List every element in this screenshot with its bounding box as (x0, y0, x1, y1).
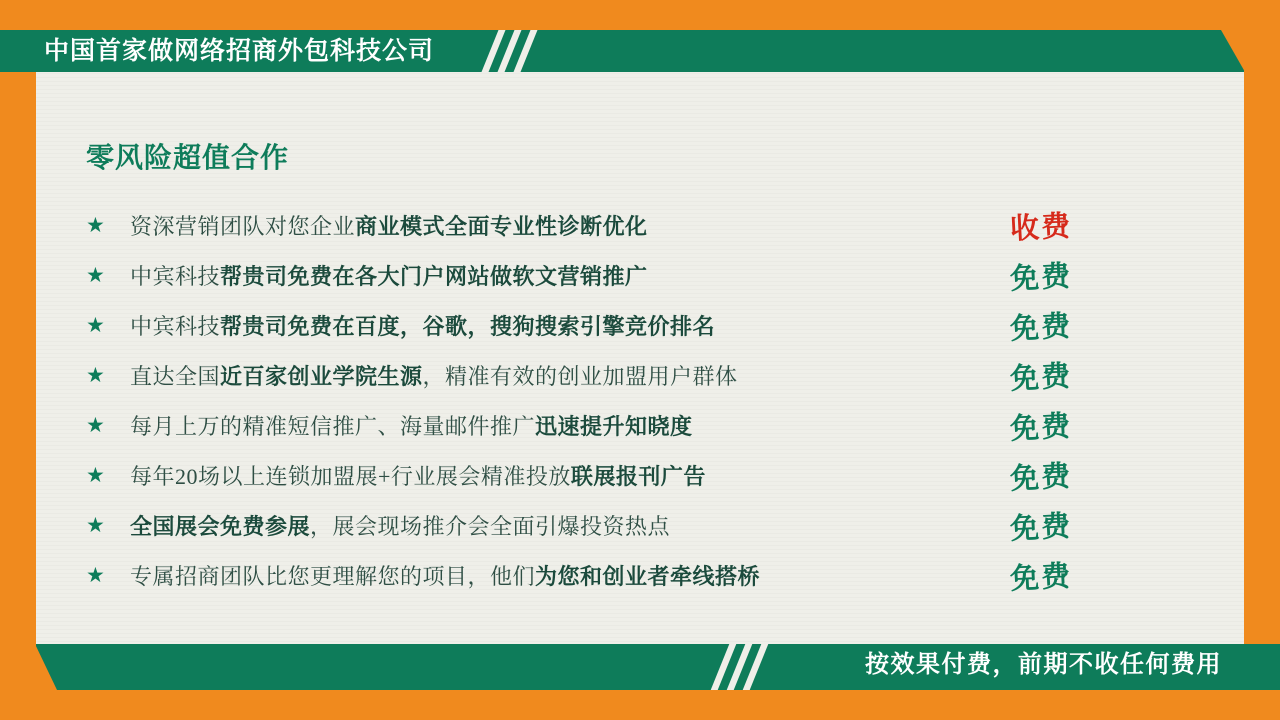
price-badge: 免费 (1009, 259, 1073, 296)
star-icon: ★ (86, 413, 105, 437)
list-item (86, 350, 1096, 400)
price-badge: 免费 (1009, 459, 1073, 496)
list-item (86, 500, 1096, 550)
list-item-text: 专属招商团队比您更理解您的项目，他们为您和创业者牵线搭桥 (130, 563, 761, 589)
header-notch (1221, 30, 1245, 72)
section-title: 零风险超值合作 (86, 142, 290, 173)
list-item (86, 450, 1096, 500)
list-item-text: 每年20场以上连锁加盟展+行业展会精准投放联展报刊广告 (130, 463, 706, 489)
star-icon: ★ (86, 563, 105, 587)
list-item (86, 550, 1096, 600)
price-badge: 免费 (1009, 409, 1073, 446)
price-badge: 免费 (1009, 509, 1073, 546)
list-item (86, 250, 1096, 300)
footer-notch (35, 644, 57, 690)
star-icon: ★ (86, 463, 105, 487)
star-icon: ★ (86, 313, 105, 337)
star-icon: ★ (86, 263, 105, 287)
footer-slash-decoration (716, 644, 796, 690)
benefit-list (86, 200, 1096, 600)
list-item (86, 400, 1096, 450)
star-icon: ★ (86, 363, 105, 387)
price-badge: 免费 (1009, 309, 1073, 346)
price-badge: 免费 (1009, 559, 1073, 596)
list-item-text: 资深营销团队对您企业商业模式全面专业性诊断优化 (130, 213, 648, 239)
list-item-text: 直达全国近百家创业学院生源，精准有效的创业加盟用户群体 (130, 363, 738, 389)
star-icon: ★ (86, 513, 105, 537)
list-item-text: 中宾科技帮贵司免费在各大门户网站做软文营销推广 (130, 263, 648, 289)
list-item (86, 300, 1096, 350)
header-slash-decoration (486, 30, 556, 72)
price-badge: 免费 (1009, 359, 1073, 396)
header-title: 中国首家做网络招商外包科技公司 (44, 37, 435, 65)
list-item-text: 中宾科技帮贵司免费在百度，谷歌，搜狗搜索引擎竞价排名 (130, 313, 716, 339)
footer-text: 按效果付费，前期不收任何费用 (865, 651, 1222, 678)
list-item-text: 每月上万的精准短信推广、海量邮件推广迅速提升知晓度 (130, 413, 693, 439)
list-item-text: 全国展会免费参展，展会现场推介会全面引爆投资热点 (130, 513, 671, 539)
list-item (86, 200, 1096, 250)
price-badge: 收费 (1009, 209, 1073, 246)
star-icon: ★ (86, 213, 105, 237)
